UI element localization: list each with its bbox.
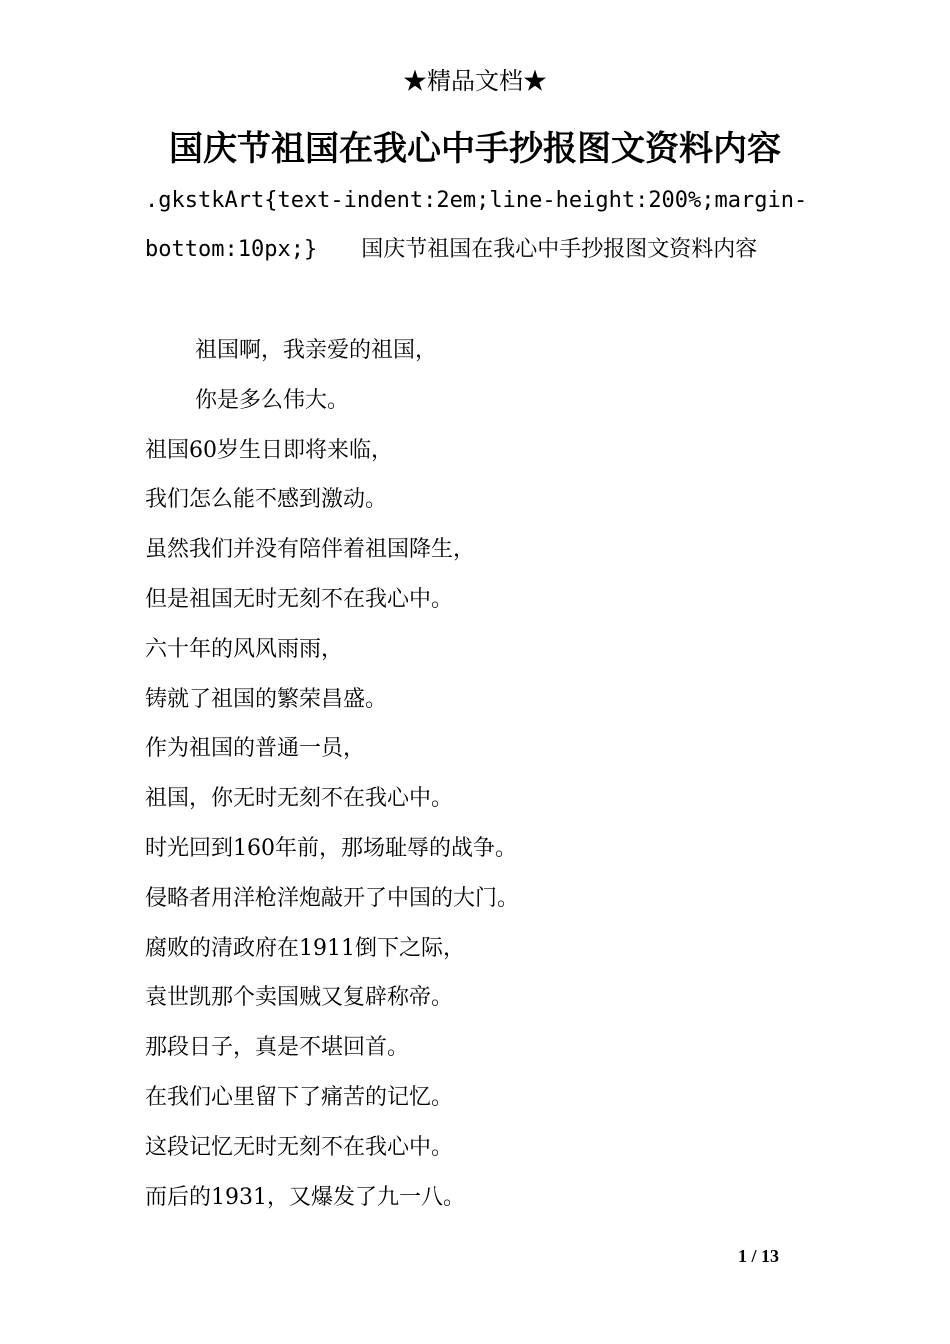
- poem-line: 铸就了祖国的繁荣昌盛。: [145, 686, 388, 712]
- poem-line: 但是祖国无时无刻不在我心中。: [145, 586, 454, 612]
- poem-line: 我们怎么能不感到激动。: [145, 487, 388, 513]
- poem-line: 那段日子，真是不堪回首。: [145, 1035, 410, 1061]
- poem-line: 作为祖国的普通一员，: [145, 736, 366, 762]
- document-title: 国庆节祖国在我心中手抄报图文资料内容: [169, 129, 781, 169]
- intro-paragraph: [145, 176, 810, 274]
- poem-line: 这段记忆无时无刻不在我心中。: [145, 1134, 454, 1160]
- poem-lines: [145, 326, 810, 1222]
- page-header: ★精品文档★: [403, 67, 547, 95]
- poem-line: 祖国，你无时无刻不在我心中。: [145, 786, 454, 812]
- poem-line: 六十年的风风雨雨，: [145, 636, 344, 662]
- intro-lead-text: 国庆节祖国在我心中手抄报图文资料内容: [361, 237, 758, 262]
- poem-line: 祖国60岁生日即将来临，: [145, 437, 393, 463]
- poem-line: 虽然我们并没有陪伴着祖国降生，: [145, 537, 476, 563]
- poem-line: 腐败的清政府在1911倒下之际，: [145, 935, 465, 961]
- poem-line: 时光回到160年前，那场耻辱的战争。: [145, 835, 517, 861]
- css-text: .gkstkArt{text-indent:2em;line-height:200%;margin-bottom:10px;}: [145, 188, 808, 262]
- poem-line: 侵略者用洋枪洋炮敲开了中国的大门。: [145, 885, 520, 911]
- poem-line: 而后的1931，又爆发了九一八。: [145, 1184, 465, 1210]
- poem-line: 你是多么伟大。: [195, 387, 350, 413]
- poem-line: 在我们心里留下了痛苦的记忆。: [145, 1084, 454, 1110]
- poem-line: 袁世凯那个卖国贼又复辟称帝。: [145, 985, 454, 1011]
- page-number: 1 / 13: [738, 1246, 780, 1266]
- poem-line: 祖国啊，我亲爱的祖国，: [195, 338, 438, 363]
